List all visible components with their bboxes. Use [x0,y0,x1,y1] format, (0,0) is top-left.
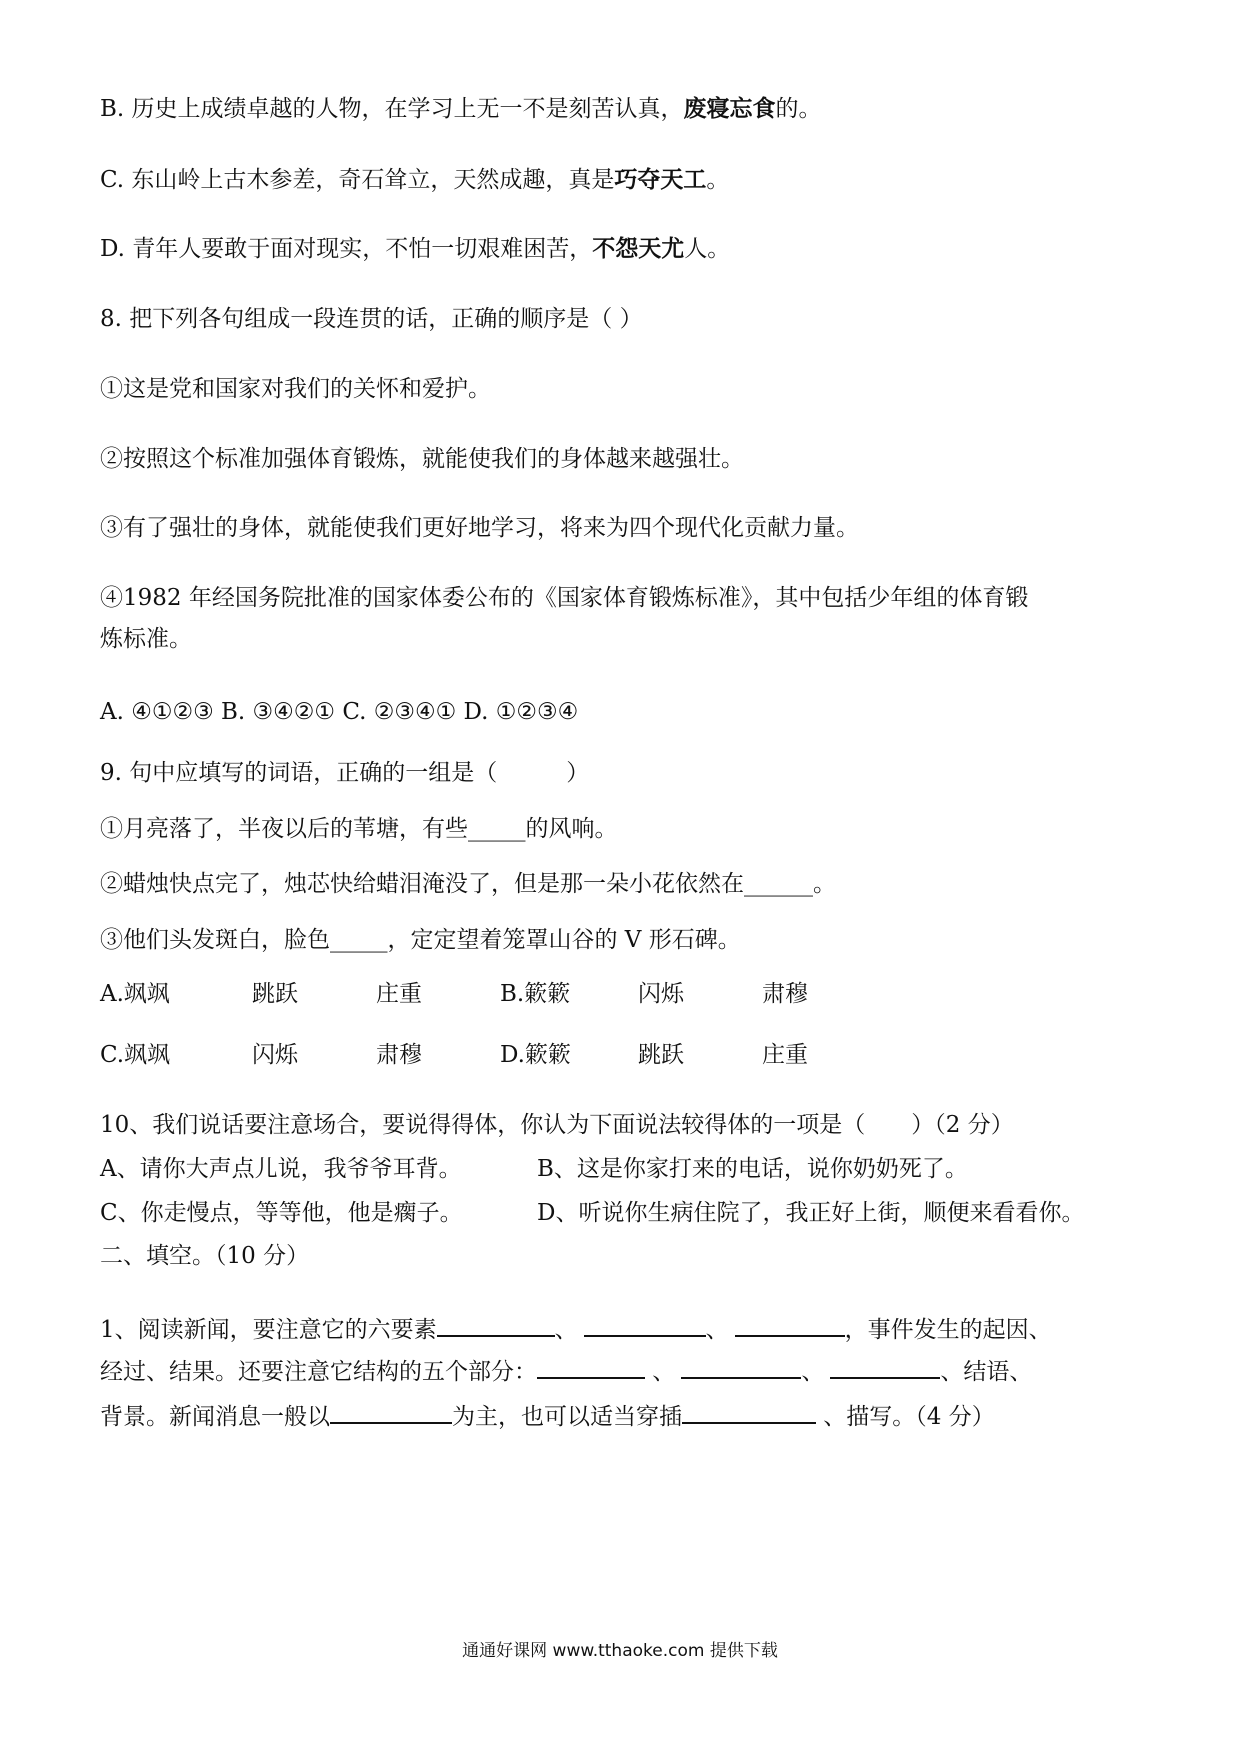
q8-stem: 8. 把下列各句组成一段连贯的话，正确的顺序是（ ） [100,306,643,332]
fill-blank-6[interactable] [830,1355,940,1379]
fill-q1-line2-tail: 、结语、 [940,1359,1033,1385]
q8-sentence-1: ①这是党和国家对我们的关怀和爱护。 [100,376,491,402]
fill-sep-4: 、 [801,1359,825,1385]
q7-option-d [100,236,730,264]
q8-sentence-3: ③有了强壮的身体，就能使我们更好地学习，将来为四个现代化贡献力量。 [100,515,859,541]
q9-stem: 9. 句中应填写的词语，正确的一组是（ ） [100,760,590,786]
fill-q1-line3-tail: 、描写。（4 分） [816,1404,995,1430]
q9-option-d-word-1: D.簌簌 [500,1042,571,1068]
q9-s2-pre: ②蜡烛快点完了，烛芯快给蜡泪淹没了，但是那一朵小花依然在 [100,871,744,897]
q9-s3-post: ，定定望着笼罩山谷的 V 形石碑。 [387,927,741,953]
q9-s3-pre: ③他们头发斑白，脸色 [100,927,330,953]
q10-option-a: A、请你大声点儿说，我爷爷耳背。 [100,1156,462,1182]
q7-option-c-idiom: 巧夺天工 [614,167,707,193]
q7-option-b-idiom: 废寝忘食 [683,96,776,122]
q9-option-c-word-1: C.飒飒 [100,1042,171,1068]
q10-stem: 10、我们说话要注意场合，要说得得体，你认为下面说法较得体的一项是（ ）（2 分） [100,1112,1014,1138]
section-2-heading: 二、填空。（10 分） [100,1243,310,1269]
fill-blank-5[interactable] [681,1355,801,1379]
q9-option-d-word-2: 跳跃 [638,1042,684,1068]
q7-option-c-pre: C. 东山岭上古木参差，奇石耸立，天然成趣，真是 [100,167,615,193]
q9-sentence-1 [100,816,618,844]
q9-option-d-word-3: 庄重 [762,1042,808,1068]
footer-source: 通通好课网 www.tthaoke.com 提供下载 [462,1641,778,1661]
fill-blank-2[interactable] [584,1313,706,1337]
q7-option-d-pre: D. 青年人要敢于面对现实，不怕一切艰难困苦， [100,236,593,262]
q10-option-b: B、这是你家打来的电话，说你奶奶死了。 [537,1156,968,1182]
q8-options: A. ④①②③ B. ③④②① C. ②③④① D. ①②③④ [100,699,579,725]
fill-blank-1[interactable] [437,1313,555,1337]
fill-q1-line1-text: 1、阅读新闻，要注意它的六要素 [100,1317,437,1343]
q8-sentence-4-line2: 炼标准。 [100,626,192,652]
q7-option-c [100,167,729,195]
q10-option-c: C、你走慢点，等等他，他是瘸子。 [100,1200,463,1226]
q10-option-d: D、听说你生病住院了，我正好上街，顺便来看看你。 [537,1200,1085,1226]
q9-option-c-word-2: 闪烁 [252,1042,298,1068]
q9-option-b-word-1: B.簌簌 [500,981,571,1007]
q9-option-c-word-3: 肃穆 [376,1042,422,1068]
q9-s3-blank: _____ [330,927,388,953]
q9-s1-blank: _____ [468,816,526,842]
q7-option-d-post: 人。 [684,236,731,262]
fill-q1-line3-text: 背景。新闻消息一般以 [100,1404,330,1430]
q9-s1-post: 的风响。 [525,816,618,842]
q9-sentence-3 [100,927,741,955]
q9-s2-post: 。 [813,871,836,897]
fill-q1-line3 [100,1400,995,1432]
q9-option-a-word-1: A.飒飒 [100,981,170,1007]
q9-option-a-word-2: 跳跃 [252,981,298,1007]
q8-sentence-4-line1: ④1982 年经国务院批准的国家体委公布的《国家体育锻炼标准》，其中包括少年组的体育锻 [100,585,1029,611]
q7-option-b-post: 的。 [775,96,822,122]
fill-q1-line2 [100,1355,1032,1387]
q7-option-d-idiom: 不怨天尤 [592,236,685,262]
q7-option-b [100,96,822,124]
q9-sentence-2 [100,871,836,899]
fill-q1-line1 [100,1313,1052,1345]
q9-option-a-word-3: 庄重 [376,981,422,1007]
fill-sep-1: 、 [554,1317,578,1343]
fill-q1-line2-text: 经过、结果。还要注意它结构的五个部分： [100,1359,537,1385]
fill-q1-line3-mid: 为主，也可以适当穿插 [452,1404,682,1430]
fill-blank-7[interactable] [330,1400,452,1424]
q7-option-c-post: 。 [706,167,730,193]
q9-option-b-word-3: 肃穆 [762,981,808,1007]
fill-sep-3: 、 [645,1359,676,1385]
fill-blank-8[interactable] [682,1400,816,1424]
fill-blank-4[interactable] [537,1355,645,1379]
q9-option-b-word-2: 闪烁 [638,981,684,1007]
fill-q1-line1-tail: ，事件发生的起因、 [844,1317,1052,1343]
q8-sentence-2: ②按照这个标准加强体育锻炼，就能使我们的身体越来越强壮。 [100,446,744,472]
q9-s1-pre: ①月亮落了，半夜以后的苇塘，有些 [100,816,468,842]
q9-s2-blank: ______ [744,871,813,897]
fill-sep-2: 、 [705,1317,729,1343]
fill-blank-3[interactable] [735,1313,845,1337]
q7-option-b-pre: B. 历史上成绩卓越的人物，在学习上无一不是刻苦认真， [100,96,684,122]
